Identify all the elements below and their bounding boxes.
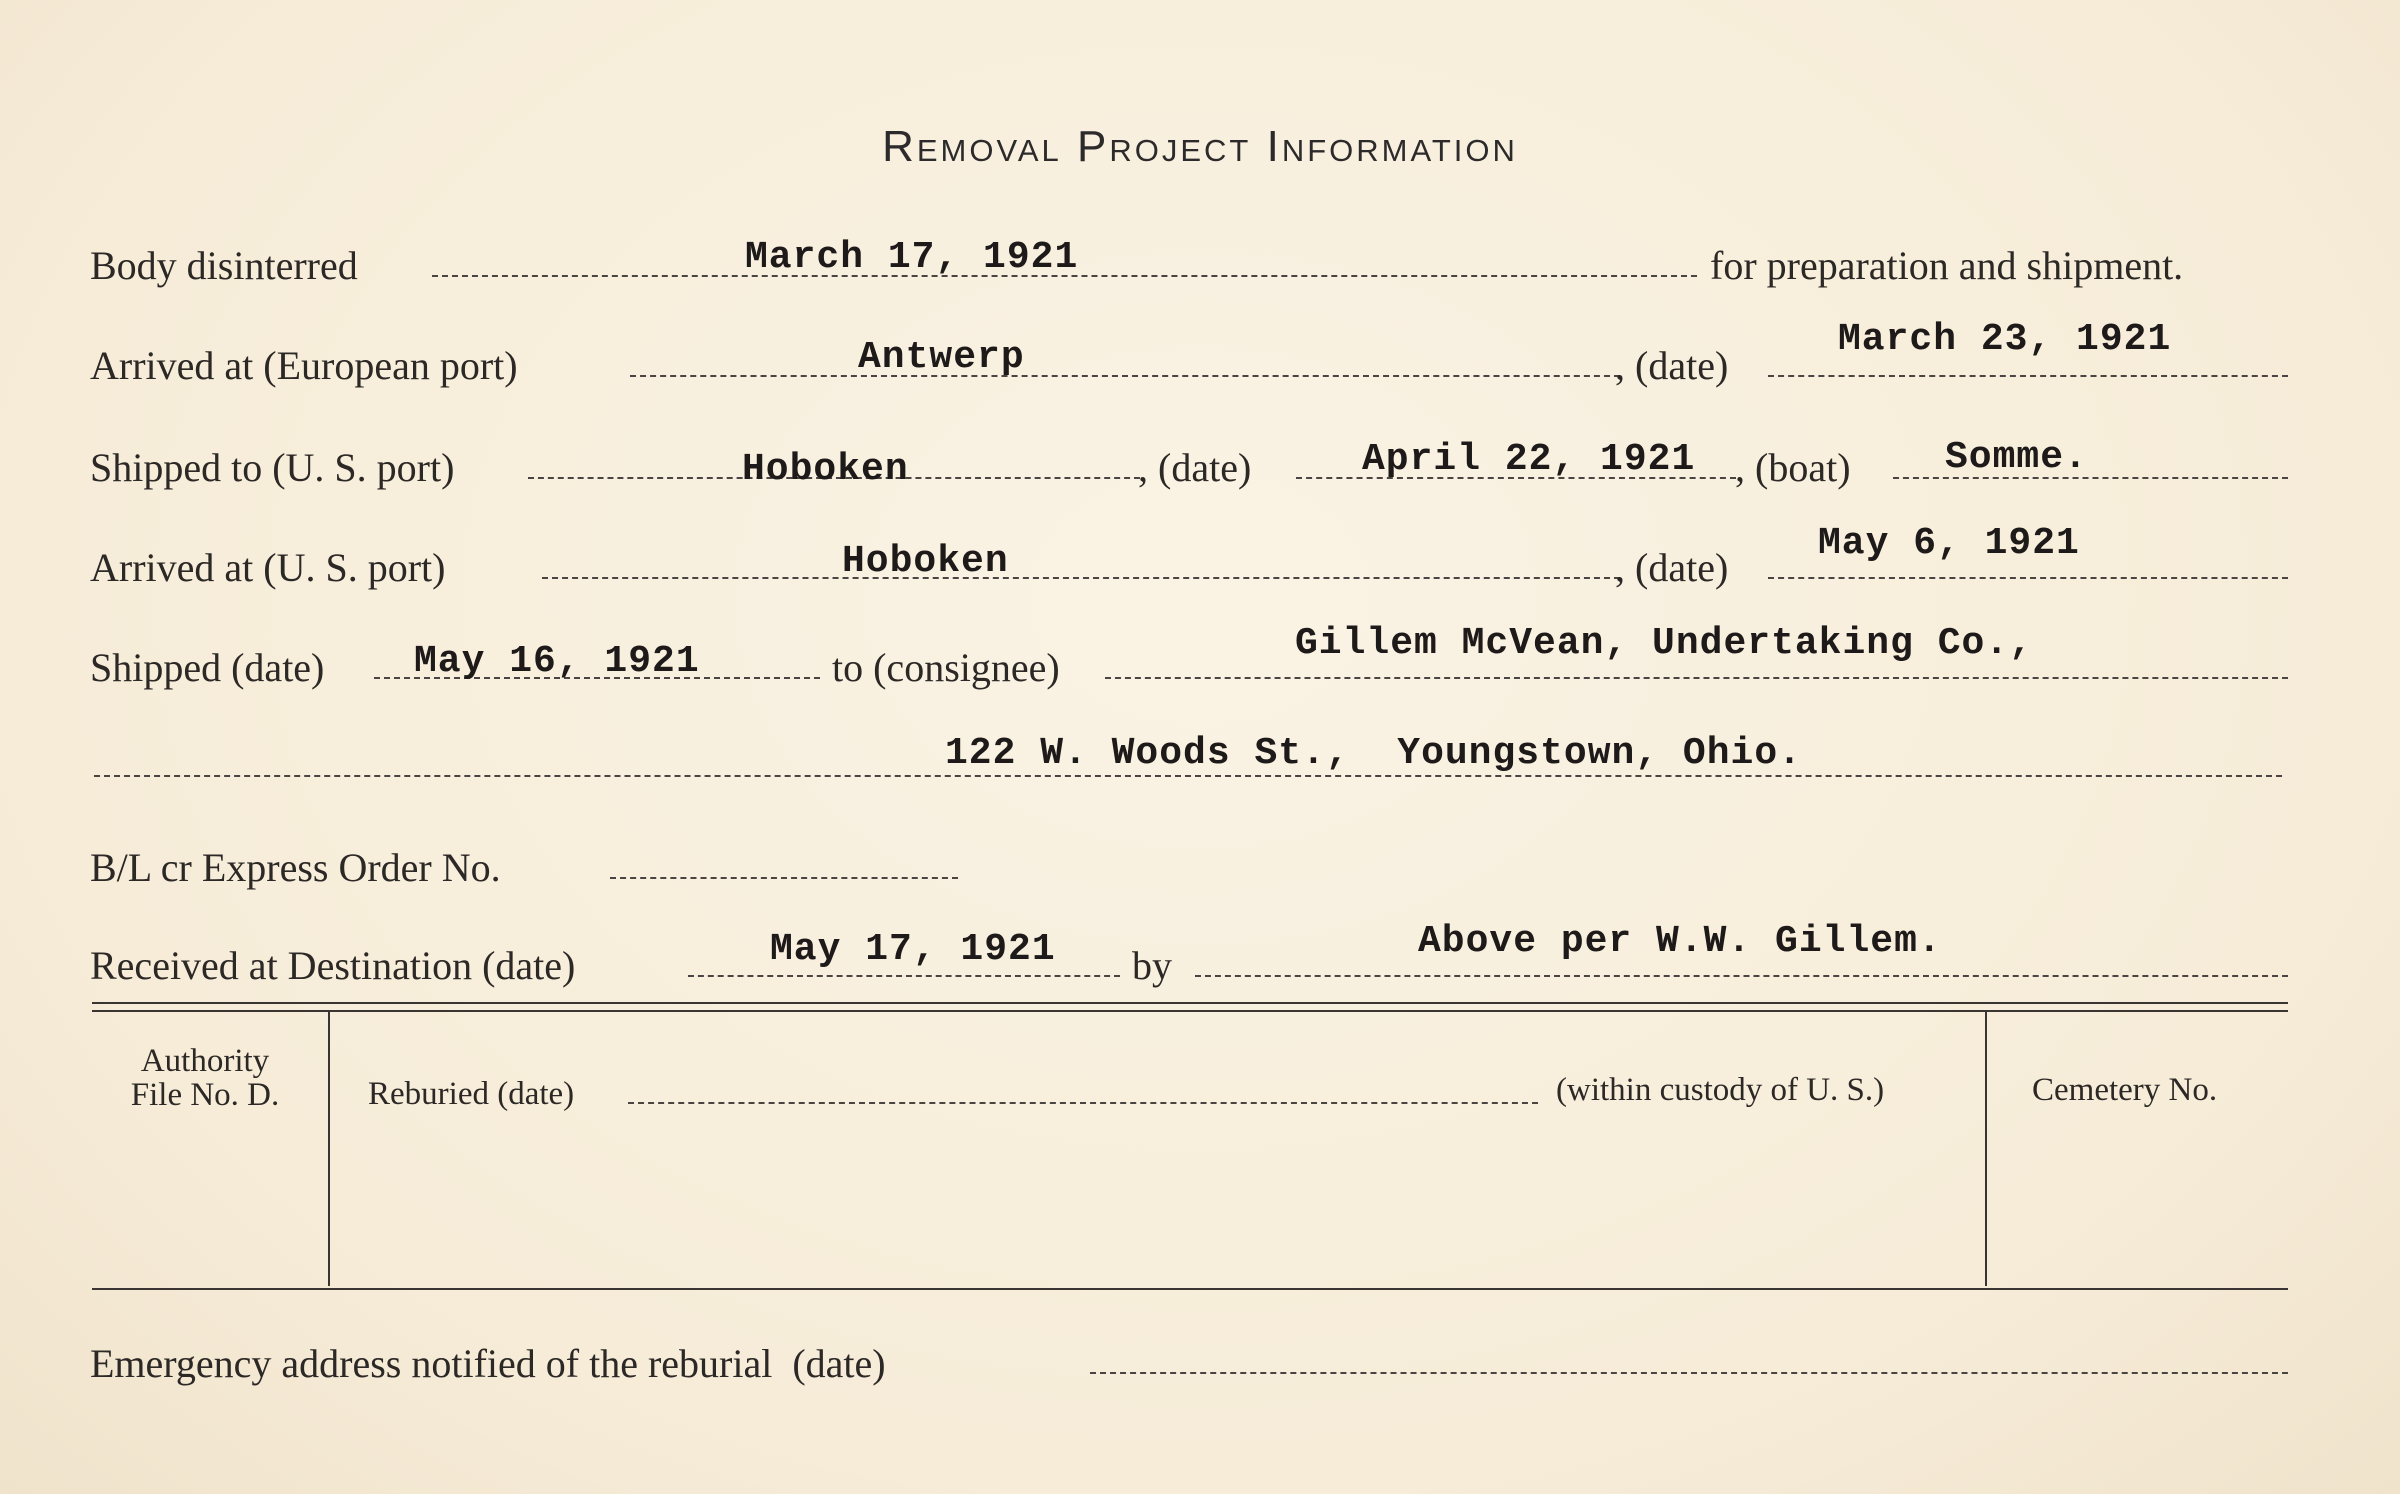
consignee-value: Gillem McVean, Undertaking Co., — [1295, 622, 2033, 665]
arrived-us-date-label: , (date) — [1615, 545, 1729, 590]
body-disinterred-suffix: for preparation and shipment. — [1710, 243, 2184, 288]
reburied-label: Reburied (date) — [368, 1076, 575, 1112]
emergency-line — [1090, 1372, 2288, 1374]
table-top-rule-2 — [92, 1010, 2288, 1012]
received-by-label: by — [1132, 943, 1172, 988]
arrived-us-line — [542, 577, 1620, 579]
cemetery-label: Cemetery No. — [2032, 1072, 2218, 1108]
shipped-us-value: Hoboken — [742, 448, 909, 491]
received-line — [688, 975, 1120, 977]
custody-label: (within custody of U. S.) — [1556, 1072, 1885, 1108]
table-divider-left — [328, 1012, 330, 1286]
received-value: May 17, 1921 — [770, 928, 1056, 971]
shipped-us-date-label: , (date) — [1138, 445, 1252, 490]
emergency-label: Emergency address notified of the reburial (date) — [90, 1341, 886, 1386]
shipped-date-label: Shipped (date) — [90, 645, 325, 690]
received-label: Received at Destination (date) — [90, 943, 576, 988]
bl-order-line — [610, 877, 958, 879]
card-title: Removal Project Information — [882, 122, 1518, 171]
reburied-line — [628, 1102, 1538, 1104]
received-by-line — [1195, 975, 2288, 977]
table-bottom-rule — [92, 1288, 2288, 1290]
arrived-european-date-label: , (date) — [1615, 343, 1729, 388]
authority-label-line2: File No. D. — [130, 1077, 280, 1113]
shipped-us-boat-label: , (boat) — [1735, 445, 1851, 490]
arrived-european-value: Antwerp — [858, 336, 1025, 379]
authority-label — [100, 1044, 310, 1112]
arrived-us-date-value: May 6, 1921 — [1818, 522, 2080, 565]
body-disinterred-label: Body disinterred — [90, 243, 358, 288]
received-by-value: Above per W.W. Gillem. — [1418, 920, 1942, 963]
body-disinterred-value: March 17, 1921 — [745, 236, 1079, 279]
shipped-us-date-value: April 22, 1921 — [1362, 438, 1696, 481]
consignee-label: to (consignee) — [832, 645, 1060, 690]
table-divider-right — [1985, 1012, 1987, 1286]
arrived-european-date-line — [1768, 375, 2288, 377]
arrived-european-label: Arrived at (European port) — [90, 343, 518, 388]
arrived-us-date-line — [1768, 577, 2288, 579]
shipped-us-label: Shipped to (U. S. port) — [90, 445, 455, 490]
authority-label-line1: Authority — [140, 1043, 270, 1079]
arrived-us-label: Arrived at (U. S. port) — [90, 545, 446, 590]
bl-order-label: B/L cr Express Order No. — [90, 845, 501, 890]
address-line — [94, 775, 2282, 777]
consignee-address: 122 W. Woods St., Youngstown, Ohio. — [945, 732, 1802, 775]
arrived-european-line — [630, 375, 1620, 377]
consignee-line — [1105, 677, 2288, 679]
shipped-date-value: May 16, 1921 — [414, 640, 700, 683]
table-top-rule-1 — [92, 1002, 2288, 1004]
arrived-us-value: Hoboken — [842, 540, 1009, 583]
shipped-us-boat-value: Somme. — [1945, 436, 2088, 479]
arrived-european-date-value: March 23, 1921 — [1838, 318, 2172, 361]
